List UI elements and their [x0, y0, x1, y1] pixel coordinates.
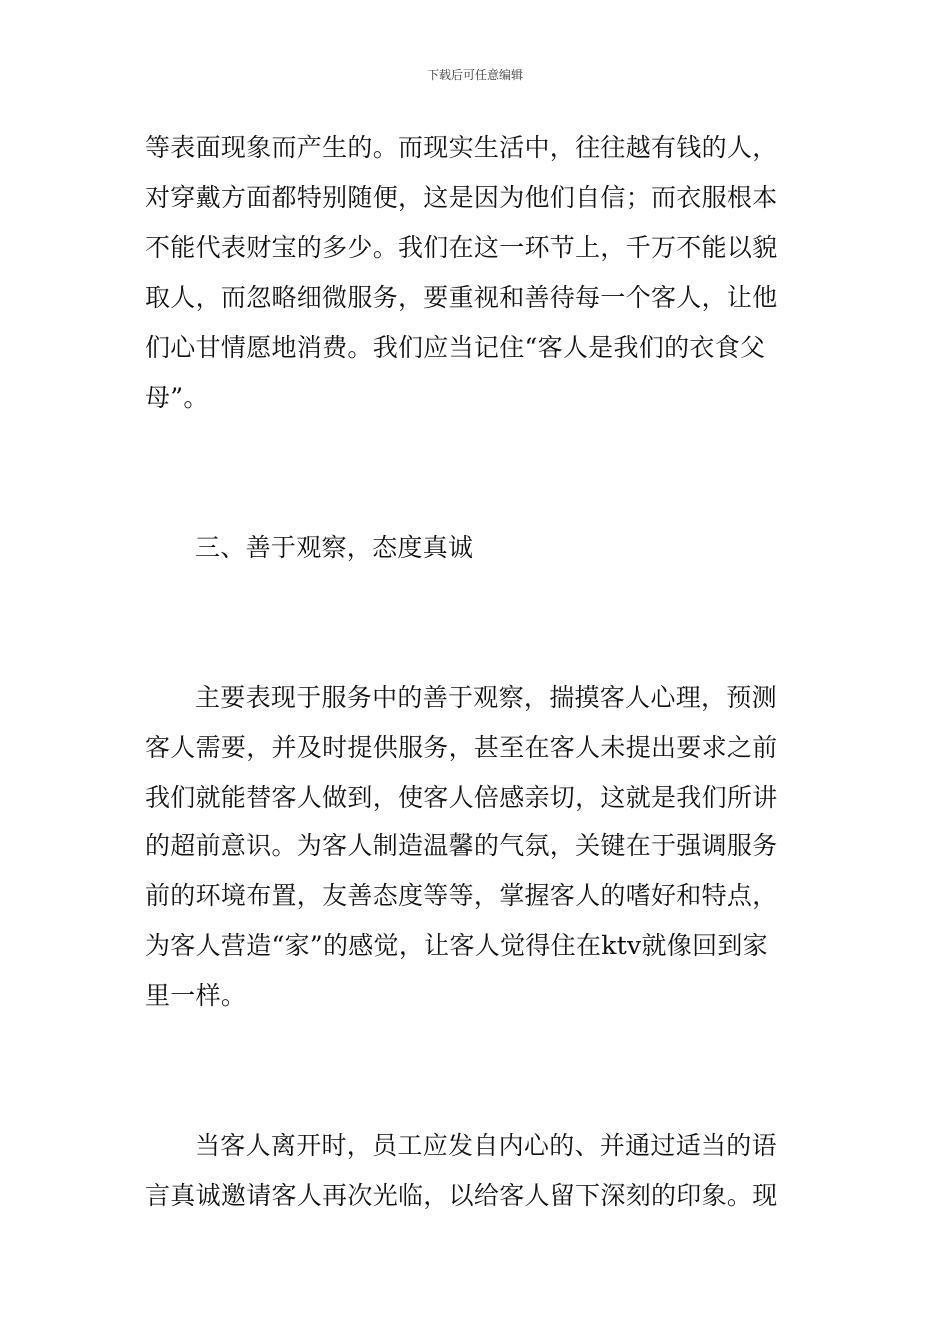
- paragraph-1-line-5: 们心甘情愿地消费。我们应当记住“客人是我们的衣食父: [145, 333, 766, 362]
- paragraph-2-line-3: 我们就能替客人做到，使客人倍感亲切，这就是我们所讲: [145, 783, 778, 812]
- paragraph-2-line-2: 客人需要，并及时提供服务，甚至在客人未提出要求之前: [145, 733, 778, 762]
- paragraph-2-line-4: 的超前意识。为客人制造温馨的气氛，关键在于强调服务: [145, 831, 778, 860]
- paragraph-1-line-4: 取人，而忽略细微服务，要重视和善待每一个客人，让他: [145, 283, 778, 312]
- paragraph-2-line-5: 前的环境布置，友善态度等等，掌握客人的嗜好和特点，: [145, 881, 778, 910]
- paragraph-1-line-2: 对穿戴方面都特别随便，这是因为他们自信；而衣服根本: [145, 183, 778, 212]
- paragraph-3-line-1: 当客人离开时，员工应发自内心的、并通过适当的语: [195, 1131, 777, 1160]
- paragraph-1-line-3: 不能代表财宝的多少。我们在这一环节上，千万不能以貌: [145, 233, 778, 262]
- paragraph-1-line-1: 等表面现象而产生的。而现实生活中，往往越有钱的人，: [145, 133, 778, 162]
- paragraph-3-line-2: 言真诚邀请客人再次光临，以给客人留下深刻的印象。现: [145, 1181, 778, 1210]
- paragraph-2-line-7: 里一样。: [145, 981, 247, 1010]
- header-note: 下载后可任意编辑: [426, 68, 523, 82]
- paragraph-2-line-6: 为客人营造“家”的感觉，让客人觉得住在ktv就像回到家: [145, 931, 768, 960]
- paragraph-2-line-1: 主要表现于服务中的善于观察，揣摸客人心理，预测: [195, 683, 777, 712]
- paragraph-1-line-6: 母”。: [145, 383, 209, 412]
- section-heading: 三、善于观察，态度真诚: [195, 533, 474, 562]
